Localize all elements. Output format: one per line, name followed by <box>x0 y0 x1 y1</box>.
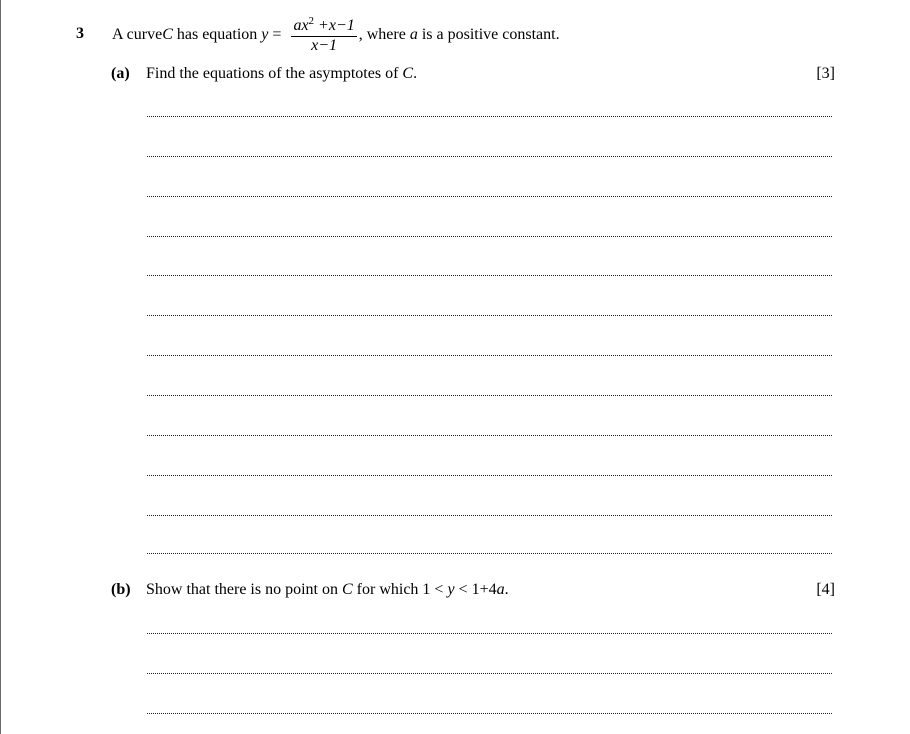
part-a-text: Find the equations of the asymptotes of <box>146 65 403 82</box>
answer-line[interactable] <box>147 633 832 634</box>
part-b-curve-symbol: C <box>341 581 353 598</box>
part-a-marks: [3] <box>816 65 835 82</box>
part-b-label: (b) <box>111 581 131 598</box>
answer-line[interactable] <box>147 315 832 316</box>
fraction-denominator <box>311 37 337 54</box>
curve-symbol: C <box>162 26 173 43</box>
page-left-border <box>0 0 1 734</box>
part-b-y-variable: y <box>447 581 455 598</box>
answer-line[interactable] <box>147 395 832 396</box>
stem-text-4: is a positive constant. <box>417 26 560 43</box>
answer-line[interactable] <box>147 116 832 117</box>
answer-line[interactable] <box>147 673 832 674</box>
part-a-prompt <box>146 65 417 83</box>
part-a-curve-symbol: C <box>402 65 414 82</box>
answer-line[interactable] <box>147 156 832 157</box>
part-b-prompt <box>146 581 509 599</box>
numerator-rest: +x−1 <box>314 17 355 34</box>
answer-line[interactable] <box>147 236 832 237</box>
answer-line[interactable] <box>147 475 832 476</box>
answer-line[interactable] <box>147 435 832 436</box>
answer-line[interactable] <box>147 196 832 197</box>
question-stem <box>112 16 560 54</box>
part-b-marks: [4] <box>816 581 835 598</box>
fraction-numerator <box>291 16 356 37</box>
answer-line[interactable] <box>147 355 832 356</box>
part-b-a-variable: a <box>496 581 505 598</box>
stem-text-1: A curve <box>112 26 163 43</box>
part-a-text-end: . <box>413 65 418 82</box>
equation-fraction <box>291 16 356 54</box>
answer-line[interactable] <box>147 515 832 516</box>
stem-text-3: , where <box>358 26 410 43</box>
answer-line[interactable] <box>147 713 832 714</box>
denominator-text: x−1 <box>311 37 338 54</box>
numerator-ax: ax <box>293 17 309 34</box>
part-b-text-mid2: < 1+4 <box>454 581 497 598</box>
part-a-label: (a) <box>111 65 130 82</box>
equals-sign: = <box>268 26 286 43</box>
part-b-text-end: . <box>504 581 509 598</box>
stem-text-2: has equation <box>172 26 262 43</box>
numerator-exponent: 2 <box>308 15 315 27</box>
part-b-text-mid: for which 1 < <box>352 581 448 598</box>
answer-line[interactable] <box>147 275 832 276</box>
y-variable: y <box>261 26 269 43</box>
part-b-text: Show that there is no point on <box>146 581 342 598</box>
a-variable: a <box>409 26 418 43</box>
question-number: 3 <box>76 25 84 42</box>
answer-line[interactable] <box>147 553 832 554</box>
